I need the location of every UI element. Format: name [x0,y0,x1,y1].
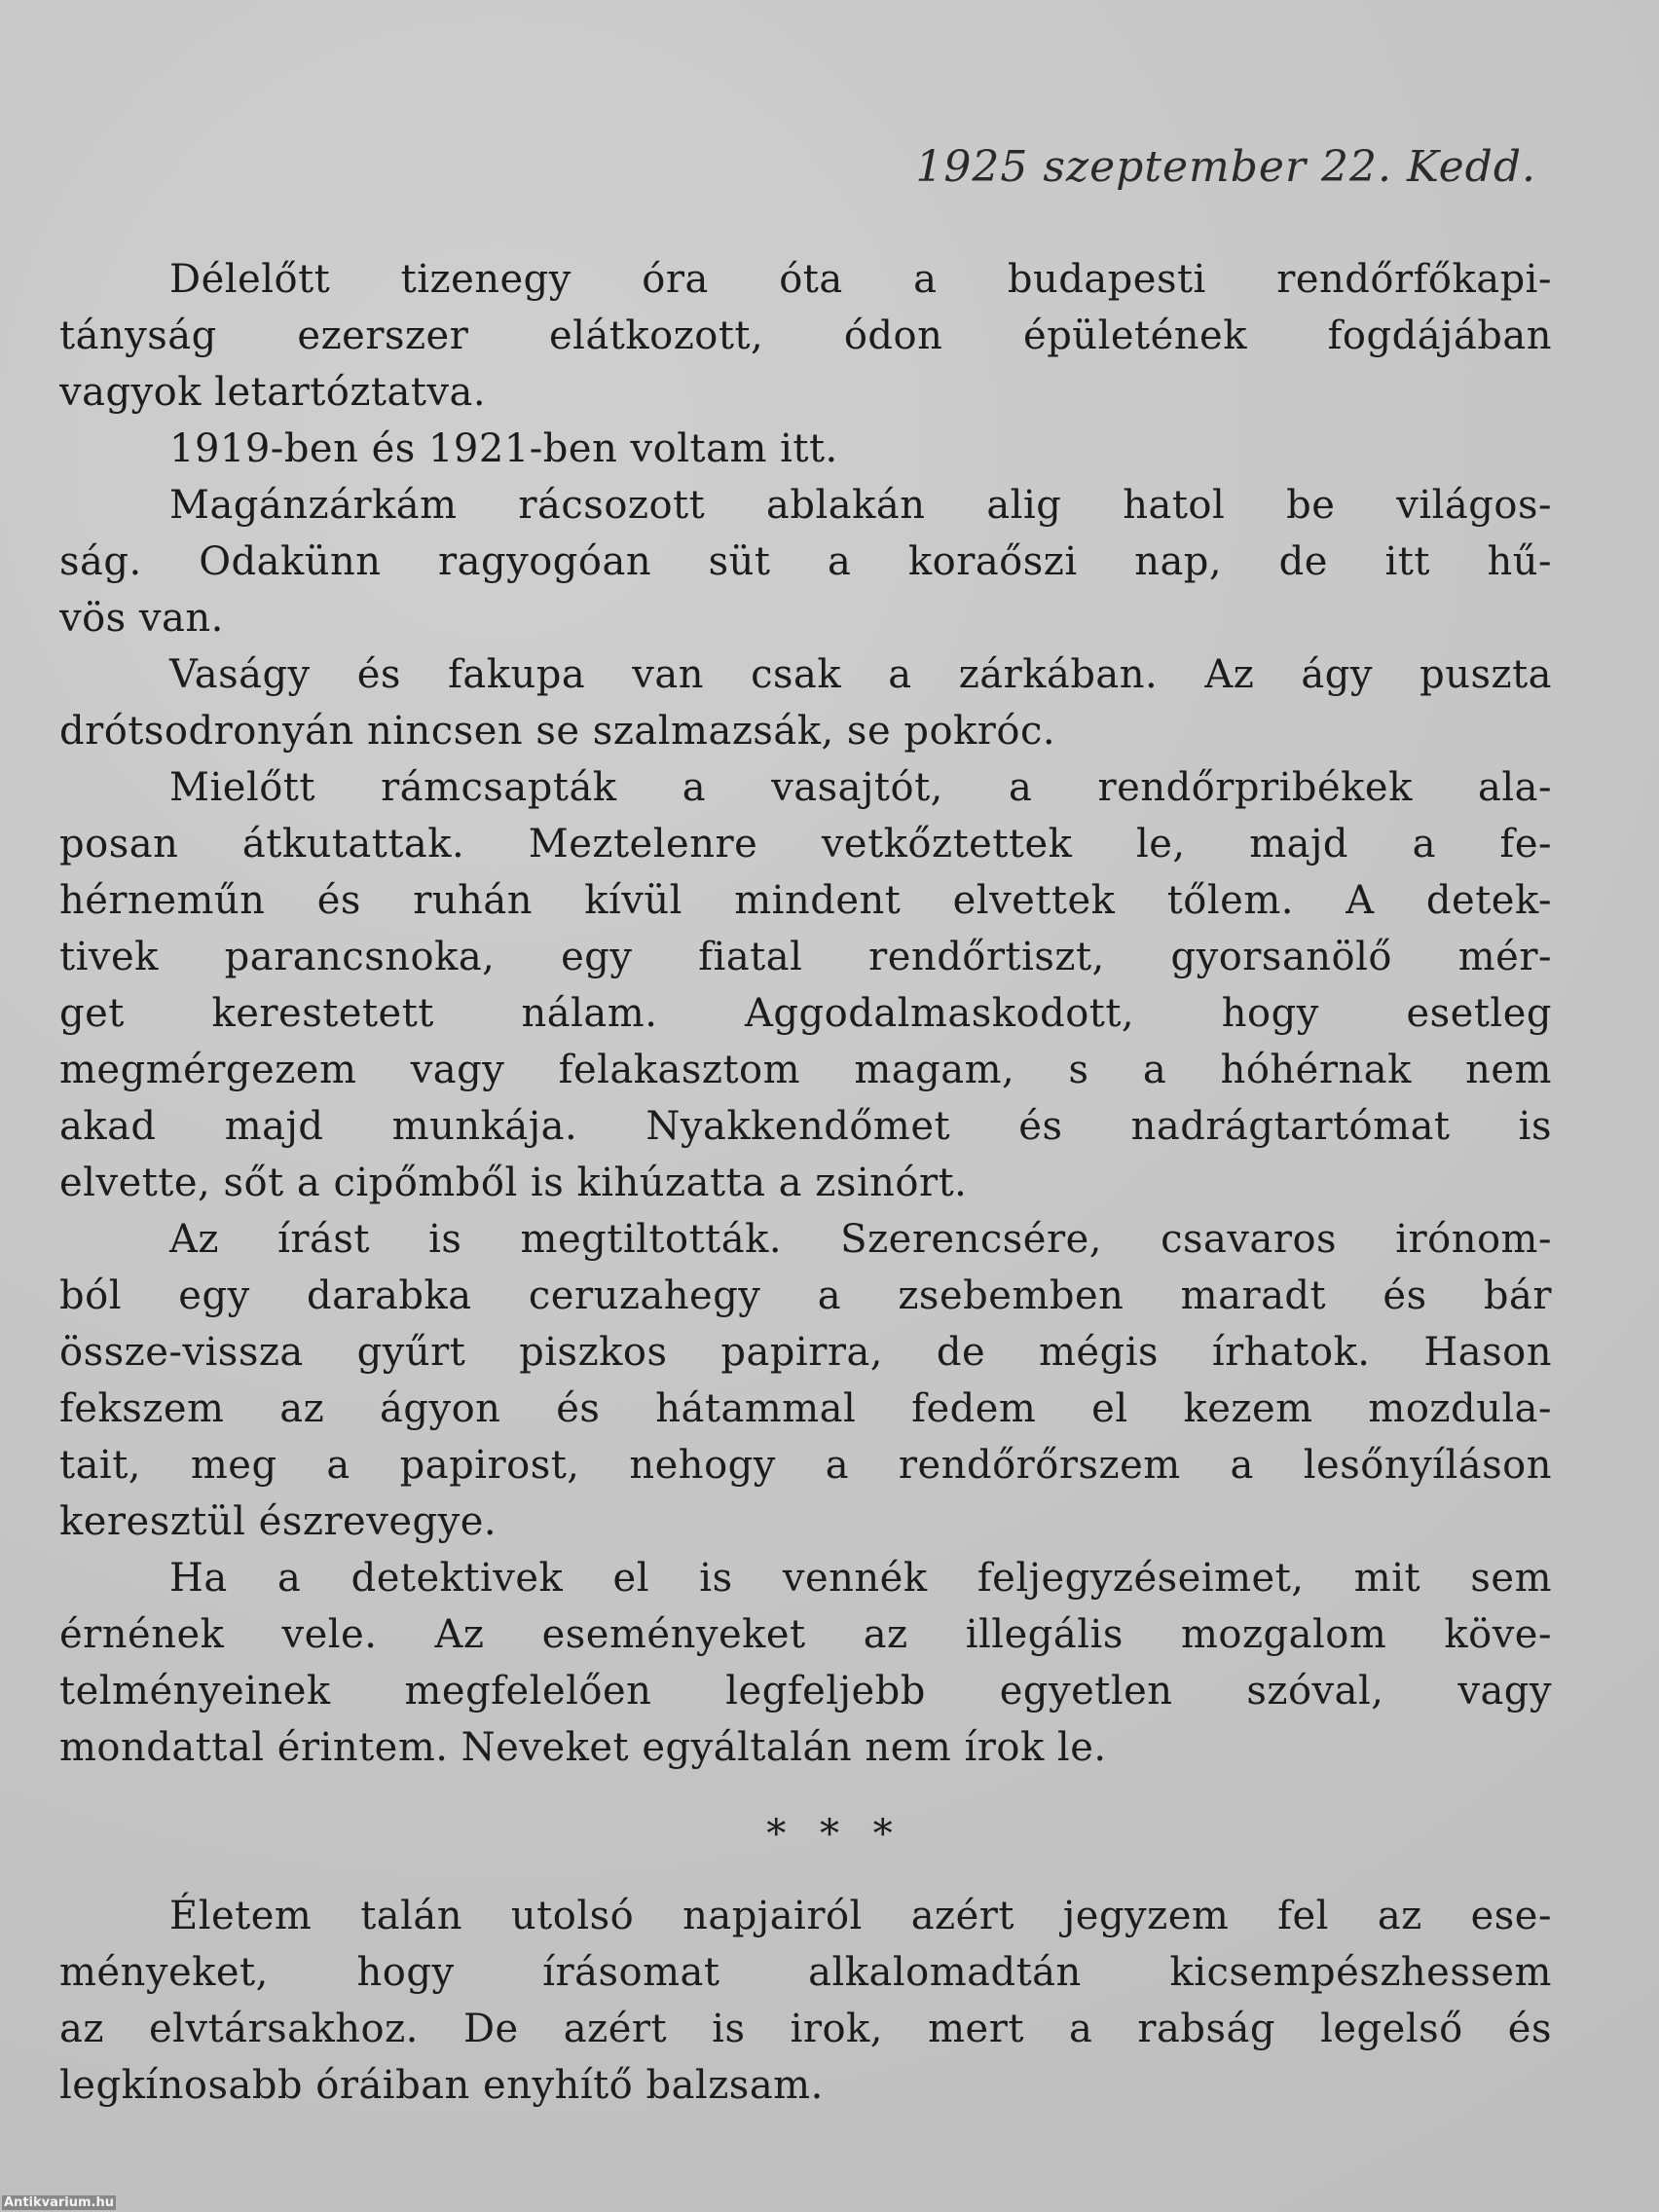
text-line: az elvtársakhoz. De azért is irok, mert a rabság legelső és [59,2007,1552,2051]
text-line: Az írást is megtiltották. Szerencsére, csavaros irónom- [169,1217,1552,1262]
text-line: megmérgezem vagy felakasztom magam, s a hóhérnak nem [59,1048,1552,1092]
text-line: legkínosabb óráiban enyhítő balzsam. [59,2063,824,2108]
text-line: érnének vele. Az eseményeket az illegális mozgalom köve- [59,1612,1552,1657]
watermark: Antikvarium.hu [4,2195,114,2210]
text-line: drótsodronyán nincsen se szalmazsák, se pokróc. [59,709,1056,754]
paragraph [59,646,1552,759]
text-line: hérneműn és ruhán kívül mindent elvettek tőlem. A detek- [59,878,1552,923]
text-line: ményeket, hogy írásomat alkalomadtán kicsempészhessem [59,1950,1552,1995]
text-line: ság. Odakünn ragyogóan süt a koraőszi nap, de itt hű- [59,539,1552,584]
text-line: Vaságy és fakupa van csak a zárkában. Az ágy puszta [169,652,1552,697]
text-line: össze-vissza gyűrt piszkos papirra, de mégis írhatok. Hason [59,1330,1552,1375]
paragraph [59,1888,1552,2114]
text-line: tivek parancsnoka, egy fiatal rendőrtiszt, gyorsanölő mér- [59,935,1552,979]
body-text-before-separator [59,251,1552,1776]
text-line: keresztül észrevegye. [59,1499,498,1544]
paragraph [59,759,1552,1211]
text-line: telményeinek megfelelően legfeljebb egyetlen szóval, vagy [59,1669,1552,1714]
section-separator: * * * [766,1812,893,1857]
text-line: Magánzárkám rácsozott ablakán alig hatol be világos- [169,483,1552,528]
paragraph [59,421,1552,477]
body-text-after-separator [59,1888,1552,2114]
text-line: get kerestetett nálam. Aggodalmaskodott, hogy esetleg [59,991,1552,1036]
text-line: tányság ezerszer elátkozott, ódon épületének fogdájában [59,313,1552,358]
text-line: vagyok letartóztatva. [59,370,487,415]
text-line: ból egy darabka ceruzahegy a zsebemben maradt és bár [59,1273,1552,1318]
text-line: posan átkutattak. Meztelenre vetkőztettek le, majd a fe- [59,822,1552,866]
text-line: Ha a detektivek el is vennék feljegyzéseimet, mit sem [169,1556,1552,1601]
text-line: Mielőtt rámcsapták a vasajtót, a rendőrpribékek ala- [169,765,1552,810]
paragraph [59,251,1552,421]
text-line: 1919-ben és 1921-ben voltam itt. [169,426,838,471]
text-line: tait, meg a papirost, nehogy a rendőrőrszem a lesőnyíláson [59,1443,1552,1488]
date-heading: 1925 szeptember 22. Kedd. [915,142,1536,192]
text-line: Életem talán utolsó napjairól azért jegyzem fel az ese- [169,1894,1552,1938]
paragraph [59,477,1552,646]
text-line: fekszem az ágyon és hátammal fedem el kezem mozdula- [59,1386,1552,1431]
text-line: akad majd munkája. Nyakkendőmet és nadrágtartómat is [59,1104,1552,1149]
text-line: Délelőtt tizenegy óra óta a budapesti rendőrfőkapi- [169,257,1552,302]
text-line: vös van. [59,596,224,641]
paragraph [59,1550,1552,1776]
text-line: elvette, sőt a cipőmből is kihúzatta a zsinórt. [59,1161,968,1205]
text-line: mondattal érintem. Neveket egyáltalán nem írok le. [59,1725,1107,1770]
paragraph [59,1211,1552,1550]
